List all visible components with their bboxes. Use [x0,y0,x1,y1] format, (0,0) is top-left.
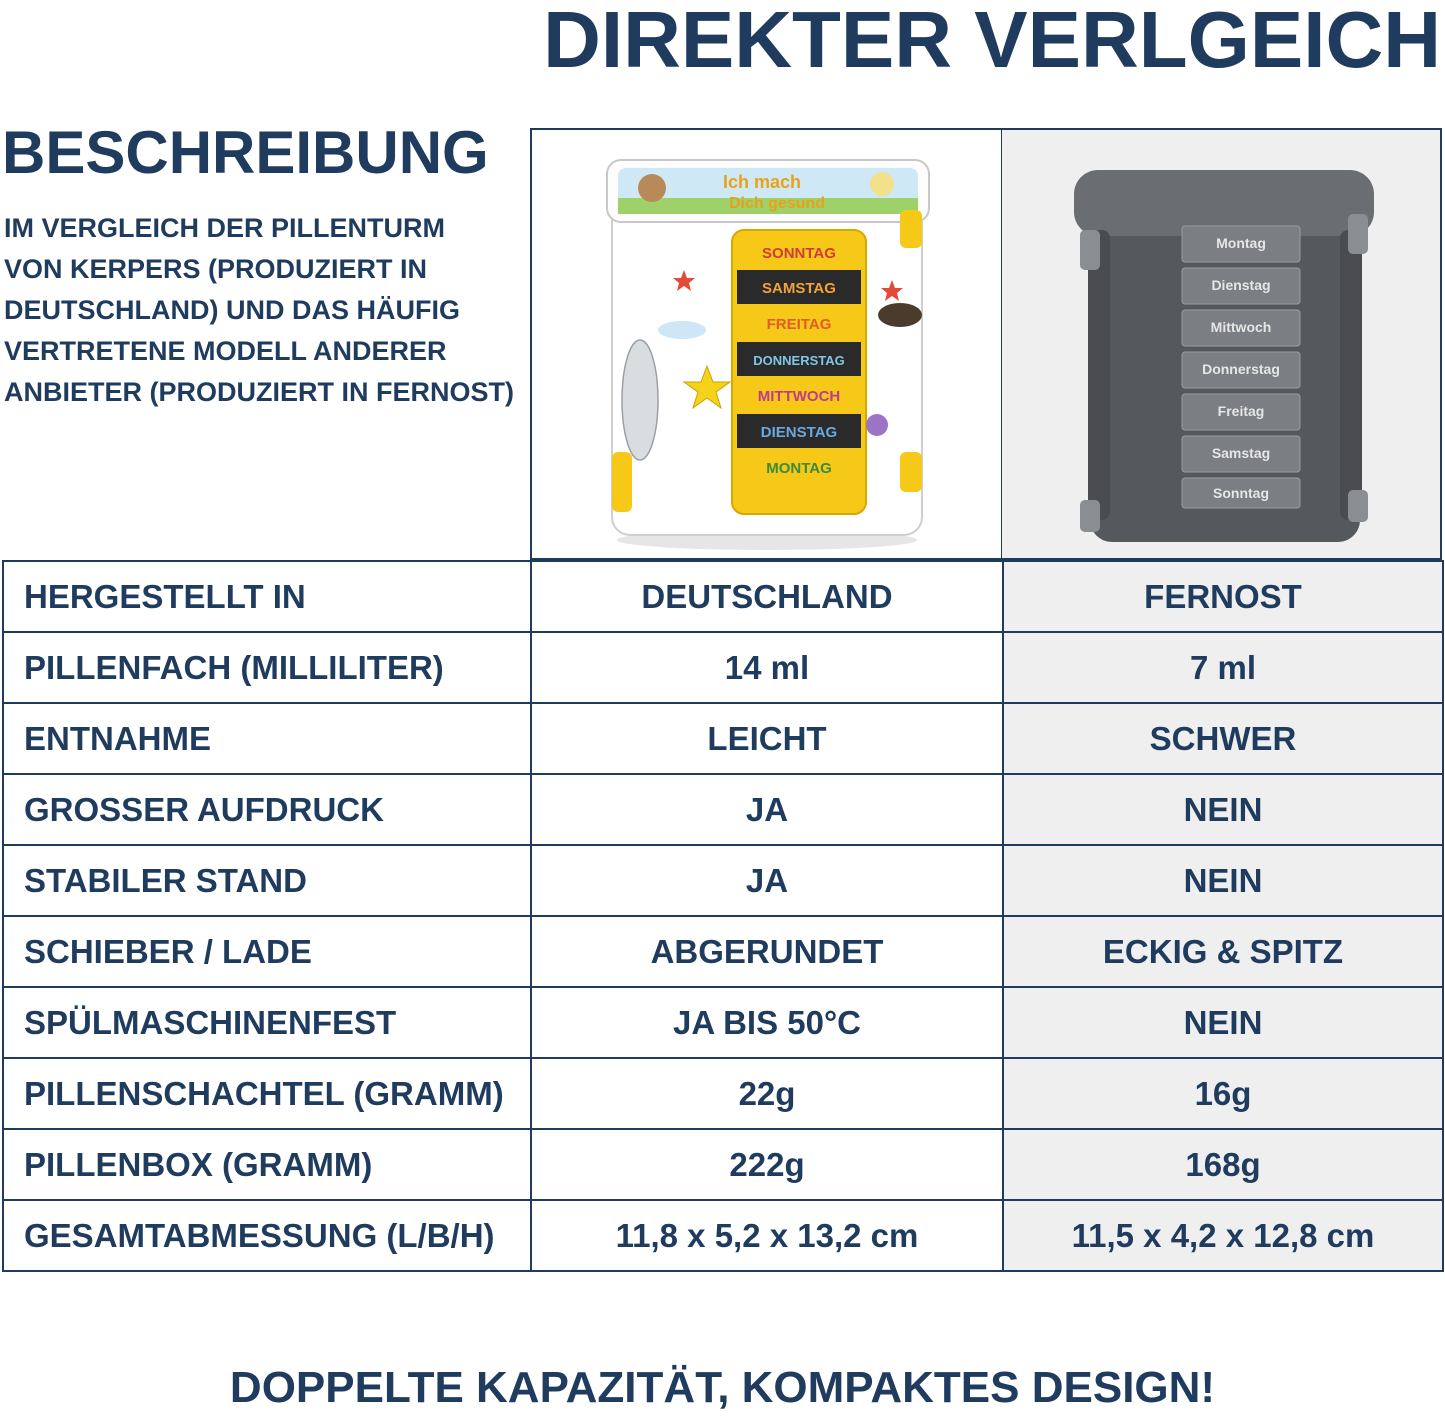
description-line: VON KERPERS (PRODUZIERT IN [4,254,428,284]
kerpers-value: JA [531,774,1003,845]
drawer-label: MITTWOCH [757,388,841,405]
kerpers-drawers [737,236,861,484]
drawer-label: SONNTAG [762,245,836,262]
drawer-label: Sonntag [1213,485,1269,501]
table-row [3,1058,1443,1129]
row-label: PILLENBOX (GRAMM) [3,1129,531,1200]
kerpers-value: 11,8 x 5,2 x 13,2 cm [531,1200,1003,1271]
table-row [3,703,1443,774]
competitor-value: 168g [1003,1129,1443,1200]
kerpers-value: JA [531,845,1003,916]
page-title: DIREKTER VERLGEICH [543,0,1441,84]
drawer-label: DIENSTAG [760,424,838,441]
drawer-label: DONNERSTAG [753,353,845,368]
bunny-icon [622,340,658,460]
kerpers-value: 14 ml [531,632,1003,703]
kerpers-value: LEICHT [531,703,1003,774]
table-row [3,845,1443,916]
cloud-icon [658,321,706,339]
drawer-label: Dienstag [1211,277,1271,293]
row-label: HERGESTELLT IN [3,561,531,632]
drawer-label: FREITAG [766,316,832,333]
table-row [3,774,1443,845]
competitor-value: NEIN [1003,987,1443,1058]
table-row [3,1129,1443,1200]
competitor-drawers [1182,226,1300,508]
competitor-value: 7 ml [1003,632,1443,703]
drawer-label: Donnerstag [1202,361,1280,377]
description-heading: BESCHREIBUNG [2,119,489,186]
kerpers-product-image-cell [530,128,1003,560]
competitor-value: ECKIG & SPITZ [1003,916,1443,987]
row-label: PILLENSCHACHTEL (GRAMM) [3,1058,531,1129]
drawer-label: Mittwoch [1210,319,1272,335]
description-line: DEUTSCHLAND) UND DAS HÄUFIG [4,295,460,325]
competitor-pill-box-illustration [1002,130,1438,558]
table-row [3,916,1443,987]
description-text [4,208,524,413]
competitor-value: NEIN [1003,845,1443,916]
kerpers-value: 222g [531,1129,1003,1200]
row-label: PILLENFACH (MILLILITER) [3,632,531,703]
competitor-value: SCHWER [1003,703,1443,774]
description-line: ANBIETER (PRODUZIERT IN FERNOST) [4,377,514,407]
table-row [3,1200,1443,1271]
lid-text-line1: Ich mach [722,172,802,192]
kerpers-value: 22g [531,1058,1003,1129]
footer-tagline: DOPPELTE KAPAZITÄT, KOMPAKTES DESIGN! [229,1363,1216,1412]
competitor-value: NEIN [1003,774,1443,845]
drawer-label: Freitag [1217,403,1265,419]
row-label: SCHIEBER / LADE [3,916,531,987]
competitor-value: 11,5 x 4,2 x 12,8 cm [1003,1200,1443,1271]
bird-icon [878,303,922,327]
table-row [3,561,1443,632]
competitor-value: FERNOST [1003,561,1443,632]
row-label: ENTNAHME [3,703,531,774]
kerpers-value: ABGERUNDET [531,916,1003,987]
kerpers-pill-tower-illustration [532,130,1001,558]
row-label: GESAMTABMESSUNG (L/B/H) [3,1200,531,1271]
kerpers-value: DEUTSCHLAND [531,561,1003,632]
drawer-label: Samstag [1211,445,1271,461]
fairy-icon [866,414,888,436]
drawer-label: Montag [1216,235,1266,251]
drawer-label: MONTAG [766,460,832,477]
row-label: GROSSER AUFDRUCK [3,774,531,845]
table-row [3,987,1443,1058]
competitor-product-image-cell [1002,128,1442,560]
row-label: SPÜLMASCHINENFEST [3,987,531,1058]
table-row [3,632,1443,703]
kerpers-value: JA BIS 50°C [531,987,1003,1058]
competitor-value: 16g [1003,1058,1443,1129]
drawer-label: SAMSTAG [762,280,836,297]
description-line: VERTRETENE MODELL ANDERER [4,336,447,366]
comparison-table [2,560,1444,1272]
description-line: IM VERGLEICH DER PILLENTURM [4,213,446,243]
lid-text-line2: Dich gesund [728,195,826,212]
row-label: STABILER STAND [3,845,531,916]
